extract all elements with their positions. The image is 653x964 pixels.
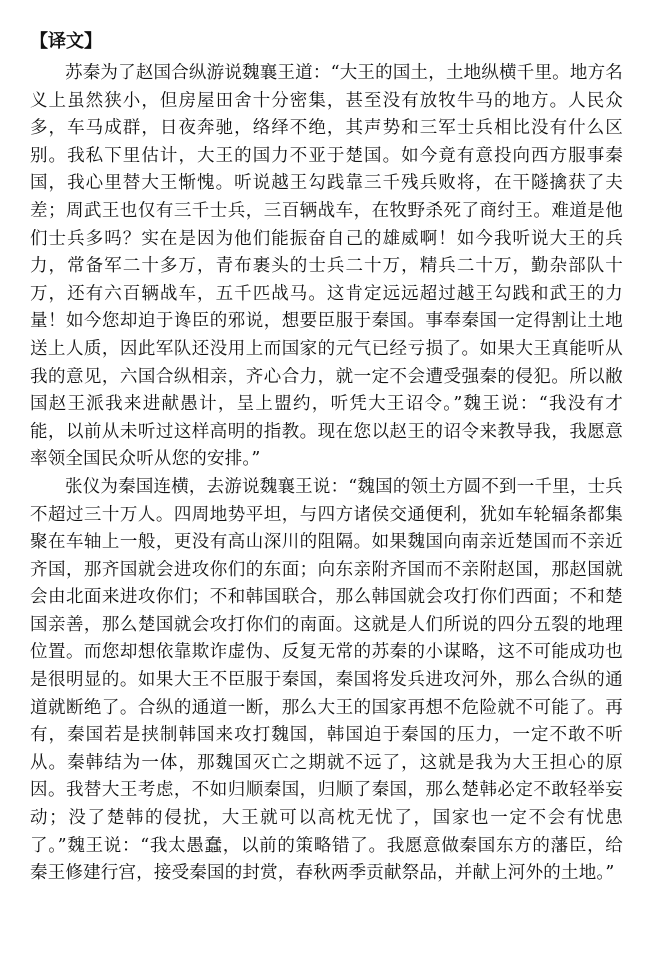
paragraph-zhang-yi: 张仪为秦国连横，去游说魏襄王说：“魏国的领土方圆不到一千里，士兵不超过三十万人。四周地势平坦，与四方诸侯交通便利，犹如车轮辐条都集聚在车轴上一般，更没有高山深川的阻隔。如果魏国向南亲近楚国而不亲近齐国，那齐国就会进攻你们的东面；向东亲附齐国而不亲附赵国，那赵国就会由北面来进攻你们；不和韩国联合，那么韩国就会攻打你们西面；不和楚国亲善，那么楚国就会攻打你们的南面。这就是人们所说的四分五裂的地理位置。而您却想依靠欺诈虚伪、反复无常的苏秦的小谋略，这不可能成功也是很明显的。如果大王不臣服于秦国，秦国将发兵进攻河外，那么合纵的通道就断绝了。合纵的通道一断，那么大王的国家再想不危险就不可能了。再有，秦国若是挟制韩国来攻打魏国，韩国迫于秦国的压力，一定不敢不听从。秦韩结为一体，那魏国灭亡之期就不远了，这就是我为大王担心的原因。我替大王考虑，不如归顺秦国，归顺了秦国，那么楚韩必定不敢轻举妄动；没了楚韩的侵扰，大王就可以高枕无忧了，国家也一定不会有忧患了。”魏王说：“我太愚蠢，以前的策略错了。我愿意做秦国东方的藩臣，给秦王修建行宫，接受秦国的封赏，春秋两季贡献祭品，并献上河外的土地。” bbox=[30, 476, 623, 884]
section-heading: 【译文】 bbox=[30, 31, 102, 52]
paragraph-su-qin: 苏秦为了赵国合纵游说魏襄王道：“大王的国土，土地纵横千里。地方名义上虽然狭小，但房屋田舍十分密集，甚至没有放牧牛马的地方。人民众多，车马成群，日夜奔驰，络绎不绝，其声势和三军士兵相比没有什么区别。我私下里估计，大王的国力不亚于楚国。如今竟有意投向西方服事秦国，我心里替大王惭愧。听说越王勾践靠三千残兵败将，在干隧擒获了夫差；周武王也仅有三千士兵，三百辆战车，在牧野杀死了商纣王。难道是他们士兵多吗？实在是因为他们能振奋自己的雄威啊！如今我听说大王的兵力，常备军二十多万，青布裹头的士兵二十万，精兵二十万，勤杂部队十万，还有六百辆战车，五千匹战马。这肯定远远超过越王勾践和武王的力量！如今您却迫于谗臣的邪说，想要臣服于秦国。事奉秦国一定得割让土地送上人质，因此军队还没用上而国家的元气已经亏损了。如果大王真能听从我的意见，六国合纵相亲，齐心合力，就一定不会遭受强秦的侵犯。所以敝国赵王派我来进献愚计，呈上盟约，听凭大王诏令。”魏王说：“我没有才能，以前从未听过这样高明的指教。现在您以赵王的诏令来教导我，我愿意率领全国民众听从您的安排。” bbox=[30, 63, 623, 470]
